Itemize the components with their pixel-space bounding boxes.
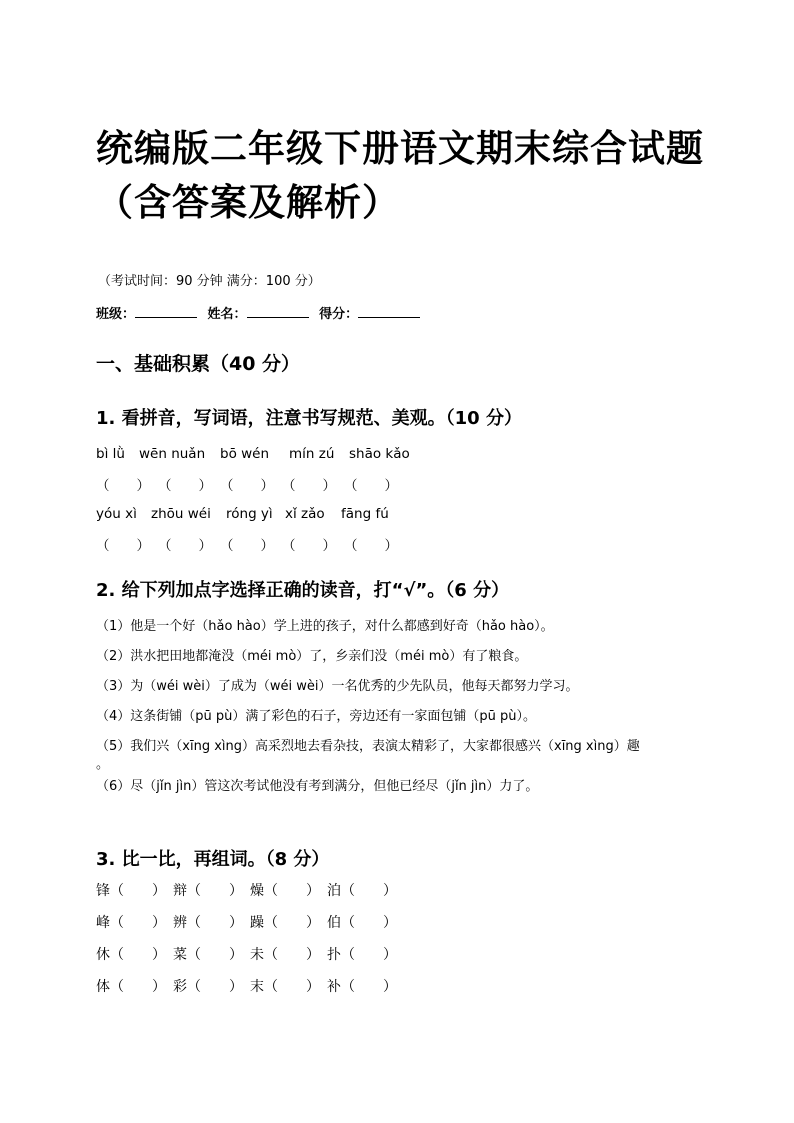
- question-2-item: （6）尽（jǐn jìn）管这次考试他没有考到满分，但他已经尽（jǐn jìn）力了。: [96, 779, 539, 794]
- answer-paren[interactable]: （ ）: [282, 478, 336, 494]
- grid-cell[interactable]: 伯（ ）: [327, 915, 397, 931]
- document-title: [96, 122, 716, 230]
- answer-paren[interactable]: （ ）: [96, 538, 150, 554]
- grid-cell[interactable]: 体（ ）: [96, 979, 166, 995]
- question-2-heading: 2. 给下列加点字选择正确的读音，打“√”。（6 分）: [96, 580, 510, 601]
- grid-row: [96, 976, 404, 1008]
- grid-cell[interactable]: 补（ ）: [327, 979, 397, 995]
- grid-cell[interactable]: 辩（ ）: [173, 883, 243, 899]
- question-1-heading: 1. 看拼音，写词语，注意书写规范、美观。（10 分）: [96, 408, 522, 429]
- grid-cell[interactable]: 扑（ ）: [327, 947, 397, 963]
- grid-cell[interactable]: 泊（ ）: [327, 883, 397, 899]
- question-2-item: （3）为（wéi wèi）了成为（wéi wèi）一名优秀的少先队员，他每天都努力学习。: [96, 679, 579, 694]
- class-label: 班级：: [96, 307, 136, 322]
- score-label: 得分：: [319, 307, 359, 322]
- answer-paren[interactable]: （ ）: [220, 538, 274, 554]
- grid-cell[interactable]: 辨（ ）: [173, 915, 243, 931]
- pinyin-item: mín zú: [289, 446, 335, 462]
- question-2-items: [96, 612, 700, 802]
- student-info-line: [96, 303, 426, 322]
- answer-paren-row-2: [96, 534, 406, 554]
- grid-cell[interactable]: 躁（ ）: [250, 915, 320, 931]
- pinyin-row-1: [96, 446, 410, 462]
- answer-paren-row-1: [96, 474, 406, 494]
- grid-cell[interactable]: 锋（ ）: [96, 883, 166, 899]
- score-blank[interactable]: [358, 305, 420, 318]
- grid-cell[interactable]: 峰（ ）: [96, 915, 166, 931]
- answer-paren[interactable]: （ ）: [220, 478, 274, 494]
- question-2-item: （4）这条街铺（pū pù）满了彩色的石子，旁边还有一家面包铺（pū pù）。: [96, 709, 537, 724]
- class-blank[interactable]: [135, 305, 197, 318]
- question-2-item: （1）他是一个好（hǎo hào）学上进的孩子，对什么都感到好奇（hǎo hào）。: [96, 619, 554, 634]
- exam-meta: （考试时间：90 分钟 满分：100 分）: [98, 274, 321, 289]
- pinyin-item: wēn nuǎn: [139, 446, 206, 462]
- title-line-2: （含答案及解析）: [96, 181, 400, 224]
- grid-row: [96, 880, 404, 912]
- grid-cell[interactable]: 燥（ ）: [250, 883, 320, 899]
- pinyin-item: zhōu wéi: [151, 506, 211, 522]
- title-line-1: 统编版二年级下册语文期末综合试题: [96, 127, 704, 170]
- answer-paren[interactable]: （ ）: [96, 478, 150, 494]
- pinyin-item: xǐ zǎo: [285, 506, 325, 522]
- pinyin-item: shāo kǎo: [349, 446, 410, 462]
- answer-paren[interactable]: （ ）: [158, 538, 212, 554]
- pinyin-item: bì lǜ: [96, 446, 125, 462]
- question-2-item-5-tail: 。: [96, 757, 110, 772]
- answer-paren[interactable]: （ ）: [344, 478, 398, 494]
- grid-cell[interactable]: 菜（ ）: [173, 947, 243, 963]
- grid-cell[interactable]: 未（ ）: [250, 947, 320, 963]
- name-blank[interactable]: [247, 305, 309, 318]
- grid-cell[interactable]: 休（ ）: [96, 947, 166, 963]
- grid-row: [96, 912, 404, 944]
- name-label: 姓名：: [207, 307, 247, 322]
- pinyin-row-2: [96, 506, 389, 522]
- answer-paren[interactable]: （ ）: [282, 538, 336, 554]
- pinyin-item: fāng fú: [341, 506, 389, 522]
- pinyin-item: yóu xì: [96, 506, 137, 522]
- pinyin-item: róng yì: [226, 506, 273, 522]
- question-2-item: （2）洪水把田地都淹没（méi mò）了，乡亲们没（méi mò）有了粮食。: [96, 649, 528, 664]
- section-heading-basics: 一、基础积累（40 分）: [96, 353, 301, 375]
- grid-row: [96, 944, 404, 976]
- answer-paren[interactable]: （ ）: [158, 478, 212, 494]
- question-3-heading: 3. 比一比，再组词。（8 分）: [96, 849, 330, 870]
- grid-cell[interactable]: 末（ ）: [250, 979, 320, 995]
- grid-cell[interactable]: 彩（ ）: [173, 979, 243, 995]
- answer-paren[interactable]: （ ）: [344, 538, 398, 554]
- pinyin-item: bō wén: [220, 446, 270, 462]
- question-2-item: （5）我们兴（xīng xìng）高采烈地去看杂技，表演太精彩了，大家都很感兴（xīng xìng）趣: [96, 739, 640, 754]
- compare-word-grid: [96, 880, 404, 1008]
